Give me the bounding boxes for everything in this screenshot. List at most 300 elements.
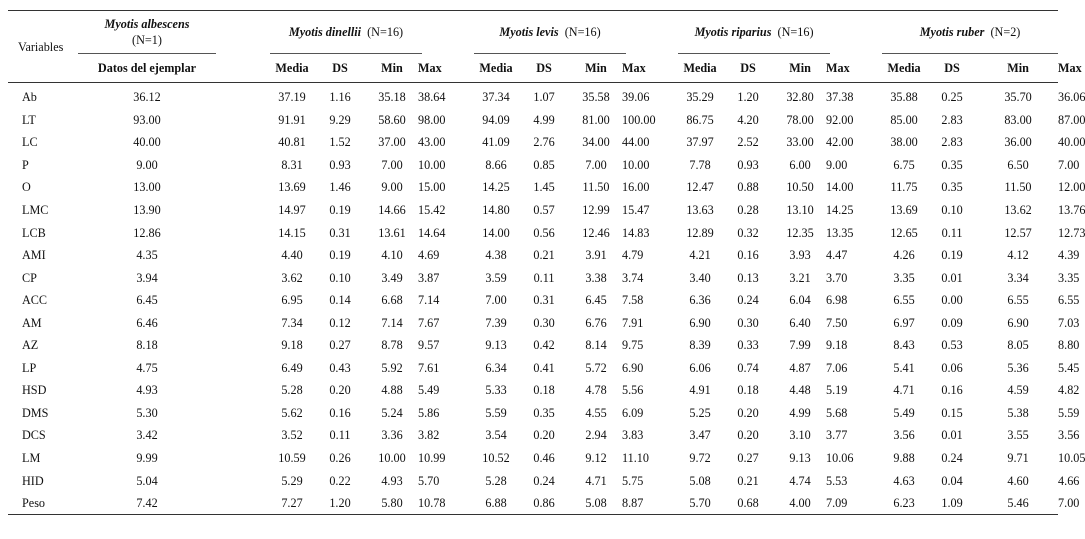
table-cell: 6.90: [622, 360, 644, 375]
table-cell: 32.80: [786, 90, 814, 105]
table-row: LMC 13.90 14.97 0.19 14.66 15.42 14.80 0.57 12.99 15.47 13.63 0.28 13.10 14.25 13.69 0.10 13.62 13.76: [8, 199, 1058, 222]
species-name: Myotis albescens: [104, 17, 190, 31]
table-cell: 13.61: [378, 225, 406, 240]
table-cell: 0.10: [941, 203, 963, 217]
table-cell: 3.55: [1007, 428, 1029, 443]
species-name: Myotis riparius: [694, 25, 772, 39]
table-cell: 5.33: [485, 383, 507, 398]
table-cell: 38.64: [418, 90, 446, 105]
column-gap: [216, 402, 270, 425]
table-cell: 8.31: [281, 157, 303, 172]
table-cell: 4.55: [585, 405, 607, 420]
table-cell: 4.91: [689, 383, 711, 398]
table-cell: 0.68: [722, 492, 774, 515]
table-cell: 15.42: [418, 203, 446, 217]
table-cell: 12.86: [133, 225, 161, 240]
table-cell: 35.88: [890, 90, 918, 105]
table-row: HSD 4.93 5.28 0.20 4.88 5.49 5.33 0.18 4.78 5.56 4.91 0.18 4.48 5.19 4.71 0.16 4.59 4.82: [8, 379, 1058, 402]
table-cell: 3.93: [789, 248, 811, 263]
table-cell: 5.30: [136, 405, 158, 420]
table-cell: 35.58: [582, 90, 610, 105]
table-cell: 8.43: [893, 338, 915, 353]
table-cell: 0.25: [941, 90, 963, 105]
column-gap: [216, 11, 270, 54]
table-cell: 12.65: [890, 225, 918, 240]
table-cell: 9.13: [485, 338, 507, 353]
table-cell: 16.00: [622, 180, 650, 195]
table-cell: 39.06: [622, 90, 650, 105]
species-group-header: [78, 11, 216, 54]
table-cell: 0.35: [941, 180, 963, 195]
table-cell: 0.12: [329, 315, 351, 330]
table-cell: 91.91: [278, 112, 306, 127]
table-cell: 10.78: [418, 492, 422, 515]
table-cell: 0.46: [533, 451, 555, 466]
table-row: LM 9.99 10.59 0.26 10.00 10.99 10.52 0.46 9.12 11.10 9.72 0.27 9.13 10.06 9.88 0.24 9.71 10.05: [8, 447, 1058, 470]
table-cell: 4.71: [893, 383, 915, 398]
table-cell: 6.34: [485, 360, 507, 375]
measurements-table: [8, 10, 1085, 515]
variable-label: DMS: [22, 405, 49, 420]
table-cell: 1.45: [533, 180, 555, 195]
table-cell: 35.29: [686, 90, 714, 105]
measurements-table-container: [8, 10, 1085, 515]
table-cell: 7.50: [826, 315, 848, 330]
table-cell: 5.56: [622, 383, 644, 398]
table-cell: 6.55: [893, 293, 915, 308]
table-cell: 5.08: [689, 473, 711, 488]
table-cell: 6.68: [381, 293, 403, 308]
table-cell: 0.21: [737, 473, 759, 488]
variable-label: ACC: [22, 293, 48, 308]
table-cell: 10.00: [378, 451, 406, 466]
table-cell: 0.85: [533, 157, 555, 172]
table-cell: 7.14: [418, 293, 440, 308]
table-cell: 0.24: [941, 451, 963, 466]
table-cell: 38.00: [890, 135, 918, 150]
table-cell: 7.67: [418, 315, 440, 330]
table-cell: 13.62: [1004, 203, 1032, 217]
table-row: AMI 4.35 4.40 0.19 4.10 4.69 4.38 0.21 3.91 4.79 4.21 0.16 3.93 4.47 4.26 0.19 4.12 4.39: [8, 244, 1058, 267]
table-cell: 9.12: [585, 451, 607, 466]
table-cell: 7.00: [585, 157, 607, 172]
column-gap: [216, 492, 270, 515]
table-cell: 0.88: [737, 180, 759, 195]
table-cell: 0.26: [329, 451, 351, 466]
variable-label: LC: [22, 135, 38, 150]
table-cell: 37.19: [278, 90, 306, 105]
table-cell: 0.93: [737, 157, 759, 172]
variable-label: HID: [22, 473, 44, 488]
table-cell: 0.04: [941, 473, 963, 488]
column-gap: [216, 357, 270, 380]
table-cell: 4.26: [893, 248, 915, 263]
table-body: [8, 83, 1085, 515]
table-cell: 3.49: [381, 270, 403, 285]
table-cell: 9.99: [136, 451, 158, 466]
table-cell: 9.72: [689, 451, 711, 466]
table-cell: 36.00: [1004, 135, 1032, 150]
table-header: Variables Myotis albescens (N=1) Myotis dinellii (N=16) Myotis levis (N=16) Myotis riparius (N=16) Myotis ruber (N=2) Datos del ejemplar Media DS Min Max Media DS Min Max Media DS Min Max Media DS Min Max: [8, 11, 1058, 83]
table-cell: 0.93: [329, 157, 351, 172]
table-cell: 3.52: [281, 428, 303, 443]
table-cell: 0.22: [329, 473, 351, 488]
variable-label: LT: [22, 112, 36, 127]
table-cell: 11.10: [622, 451, 649, 466]
table-cell: 14.66: [378, 203, 406, 217]
table-cell: 0.11: [941, 225, 963, 240]
table-cell: 5.28: [485, 473, 507, 488]
table-cell: 5.53: [826, 473, 848, 488]
table-row: DCS 3.42 3.52 0.11 3.36 3.82 3.54 0.20 2.94 3.83 3.47 0.20 3.10 3.77 3.56 0.01 3.55 3.56: [8, 424, 1058, 447]
table-cell: 37.34: [482, 90, 510, 105]
table-cell: 3.59: [485, 270, 507, 285]
table-row: O 13.00 13.69 1.46 9.00 15.00 14.25 1.45 11.50 16.00 12.47 0.88 10.50 14.00 11.75 0.35 11.50 12.00: [8, 176, 1058, 199]
table-cell: 6.98: [826, 293, 848, 308]
column-gap: [216, 379, 270, 402]
table-cell: 10.00: [622, 157, 650, 172]
table-cell: 0.09: [941, 315, 963, 330]
column-gap: [216, 154, 270, 177]
table-cell: 1.52: [329, 135, 351, 150]
table-cell: 3.47: [689, 428, 711, 443]
table-cell: 5.70: [678, 492, 722, 515]
table-cell: 2.83: [941, 135, 963, 150]
table-cell: 5.80: [366, 492, 418, 515]
table-cell: 4.93: [136, 383, 158, 398]
table-cell: 0.18: [737, 383, 759, 398]
column-gap: [216, 424, 270, 447]
table-cell: 12.46: [582, 225, 610, 240]
table-cell: 3.35: [893, 270, 915, 285]
table-cell: 100.00: [622, 112, 656, 127]
table-cell: 1.46: [329, 180, 351, 195]
table-cell: 3.38: [585, 270, 607, 285]
table-cell: 7.39: [485, 315, 507, 330]
table-cell: 12.89: [686, 225, 714, 240]
table-row: HID 5.04 5.29 0.22 4.93 5.70 5.28 0.24 4.71 5.75 5.08 0.21 4.74 5.53 4.63 0.04 4.60 4.66: [8, 469, 1058, 492]
stat-column-header: Max: [622, 54, 626, 83]
table-cell: 4.79: [622, 248, 644, 263]
table-cell: 4.35: [136, 248, 158, 263]
species-name: Myotis dinellii: [288, 25, 362, 39]
table-cell: 0.20: [737, 428, 759, 443]
variable-label: LP: [22, 360, 37, 375]
variables-header: Variables: [8, 11, 78, 83]
table-cell: 7.61: [418, 360, 440, 375]
table-cell: 13.63: [686, 203, 714, 217]
table-cell: 0.32: [737, 225, 759, 240]
stat-column-header: DS: [518, 54, 570, 83]
table-cell: 6.36: [689, 293, 711, 308]
table-cell: 10.50: [786, 180, 814, 195]
table-cell: 3.54: [485, 428, 507, 443]
table-cell: 3.42: [136, 428, 158, 443]
table-cell: 3.21: [789, 270, 811, 285]
table-cell: 4.38: [485, 248, 507, 263]
table-cell: 9.00: [826, 157, 848, 172]
table-cell: 4.63: [893, 473, 915, 488]
table-row: CP 3.94 3.62 0.10 3.49 3.87 3.59 0.11 3.38 3.74 3.40 0.13 3.21 3.70 3.35 0.01 3.34 3.35: [8, 266, 1058, 289]
table-cell: 3.40: [689, 270, 711, 285]
table-cell: 9.75: [622, 338, 644, 353]
table-cell: 6.90: [689, 315, 711, 330]
table-cell: 0.74: [737, 360, 759, 375]
table-cell: 7.34: [281, 315, 303, 330]
table-cell: 0.41: [533, 360, 555, 375]
table-cell: 34.00: [582, 135, 610, 150]
variable-label: HSD: [22, 383, 47, 398]
table-cell: 2.83: [941, 112, 963, 127]
table-cell: 6.55: [1007, 293, 1029, 308]
column-gap: [216, 83, 270, 109]
table-cell: 7.09: [826, 492, 830, 515]
table-cell: 42.00: [826, 135, 854, 150]
table-cell: 6.46: [136, 315, 158, 330]
table-cell: 4.00: [774, 492, 826, 515]
table-cell: 7.27: [270, 492, 314, 515]
table-cell: 2.94: [585, 428, 607, 443]
table-cell: 0.27: [737, 451, 759, 466]
column-gap: [216, 311, 270, 334]
table-cell: 3.62: [281, 270, 303, 285]
column-gap: [216, 447, 270, 470]
table-cell: 0.19: [329, 203, 351, 217]
table-cell: 4.20: [737, 112, 759, 127]
table-cell: 81.00: [582, 112, 610, 127]
table-row: Ab 36.12 37.19 1.16 35.18 38.64 37.34 1.07 35.58 39.06 35.29 1.20 32.80 37.38 35.88 0.25 35.70 36.06: [8, 83, 1058, 109]
table-cell: 0.19: [941, 248, 963, 263]
table-cell: 15.47: [622, 203, 650, 217]
table-cell: 35.70: [1004, 90, 1032, 105]
table-cell: 15.00: [418, 180, 446, 195]
column-gap: [216, 221, 270, 244]
table-cell: 33.00: [786, 135, 814, 150]
table-cell: 6.95: [281, 293, 303, 308]
table-cell: 5.92: [381, 360, 403, 375]
table-cell: 7.78: [689, 157, 711, 172]
table-cell: 4.48: [789, 383, 811, 398]
table-cell: 86.75: [686, 112, 714, 127]
table-cell: 13.69: [890, 203, 918, 217]
table-row: P 9.00 8.31 0.93 7.00 10.00 8.66 0.85 7.00 10.00 7.78 0.93 6.00 9.00 6.75 0.35 6.50 7.00: [8, 154, 1058, 177]
table-cell: 0.01: [941, 270, 963, 285]
table-row: LT 93.00 91.91 9.29 58.60 98.00 94.09 4.99 81.00 100.00 86.75 4.20 78.00 92.00 85.00 2.83 83.00 87.00: [8, 109, 1058, 132]
table-cell: 44.00: [622, 135, 650, 150]
table-cell: 4.60: [1007, 473, 1029, 488]
species-sample-size: (N=2): [990, 25, 1021, 39]
table-cell: 5.29: [281, 473, 303, 488]
table-row: LCB 12.86 14.15 0.31 13.61 14.64 14.00 0.56 12.46 14.83 12.89 0.32 12.35 13.35 12.65 0.11 12.57 12.73: [8, 221, 1058, 244]
table-cell: 13.00: [133, 180, 161, 195]
table-cell: 0.27: [329, 338, 351, 353]
table-cell: 8.39: [689, 338, 711, 353]
table-cell: 9.29: [329, 112, 351, 127]
variable-label: AMI: [22, 248, 46, 263]
table-cell: 0.42: [533, 338, 555, 353]
table-cell: 3.10: [789, 428, 811, 443]
table-row: Peso 7.42 7.27 1.20 5.80 10.78 6.88 0.86 5.08 8.87 5.70 0.68 4.00 7.09 6.23 1.09 5.46 7.00: [8, 492, 1058, 515]
variable-label: LM: [22, 451, 41, 466]
species-group-header: [474, 11, 626, 54]
table-cell: 4.69: [418, 248, 440, 263]
column-gap: [216, 131, 270, 154]
stat-column-header: Media: [882, 54, 926, 83]
table-cell: 4.71: [585, 473, 607, 488]
column-gap: [216, 109, 270, 132]
column-gap: [830, 11, 882, 54]
table-cell: 0.11: [329, 428, 351, 443]
table-cell: 0.30: [737, 315, 759, 330]
table-cell: 8.14: [585, 338, 607, 353]
table-cell: 6.06: [689, 360, 711, 375]
column-gap: [626, 11, 678, 54]
table-cell: 6.45: [136, 293, 158, 308]
table-cell: 0.57: [533, 203, 555, 217]
table-cell: 14.25: [482, 180, 510, 195]
table-cell: 0.21: [533, 248, 555, 263]
variable-label: Peso: [8, 492, 78, 515]
table-cell: 58.60: [378, 112, 406, 127]
stat-column-header: Media: [678, 54, 722, 83]
table-cell: 3.87: [418, 270, 440, 285]
column-gap: [216, 266, 270, 289]
column-gap: [216, 244, 270, 267]
table-cell: 5.46: [978, 492, 1058, 515]
table-cell: 36.12: [133, 90, 161, 105]
table-cell: 6.50: [1007, 157, 1029, 172]
table-cell: 9.18: [281, 338, 303, 353]
stat-column-header: Media: [474, 54, 518, 83]
table-cell: 11.50: [1004, 180, 1032, 195]
table-cell: 10.00: [418, 157, 446, 172]
table-cell: 0.56: [533, 225, 555, 240]
table-cell: 0.86: [518, 492, 570, 515]
table-cell: 9.88: [893, 451, 915, 466]
table-cell: 1.20: [314, 492, 366, 515]
variable-label: O: [22, 180, 31, 195]
table-cell: 10.06: [826, 451, 854, 466]
table-cell: 5.49: [893, 405, 915, 420]
variable-label: Ab: [22, 90, 37, 105]
stat-column-header: Max: [418, 54, 422, 83]
table-cell: 12.57: [1004, 225, 1032, 240]
table-cell: 4.12: [1007, 248, 1029, 263]
table-cell: 92.00: [826, 112, 854, 127]
column-gap: [422, 11, 474, 54]
table-cell: 5.28: [281, 383, 303, 398]
table-cell: 3.70: [826, 270, 848, 285]
table-cell: 8.05: [1007, 338, 1029, 353]
table-cell: 4.40: [281, 248, 303, 263]
table-cell: 9.71: [1007, 451, 1029, 466]
table-cell: 6.45: [585, 293, 607, 308]
variable-label: AM: [22, 315, 42, 330]
table-cell: 85.00: [890, 112, 918, 127]
table-cell: 3.83: [622, 428, 644, 443]
table-cell: 4.10: [381, 248, 403, 263]
stat-column-header: Datos del ejemplar: [78, 54, 216, 83]
table-cell: 0.31: [533, 293, 555, 308]
table-cell: 3.56: [893, 428, 915, 443]
stat-column-header: Min: [774, 54, 826, 83]
table-cell: 0.16: [941, 383, 963, 398]
table-cell: 37.00: [378, 135, 406, 150]
table-cell: 13.35: [826, 225, 854, 240]
table-cell: 4.59: [1007, 383, 1029, 398]
table-cell: 5.25: [689, 405, 711, 420]
table-cell: 5.24: [381, 405, 403, 420]
table-cell: 8.18: [136, 338, 158, 353]
table-cell: 13.10: [786, 203, 814, 217]
table-cell: 7.58: [622, 293, 644, 308]
table-cell: 3.94: [136, 270, 158, 285]
variable-label: DCS: [22, 428, 46, 443]
species-group-header: [882, 11, 1058, 54]
table-cell: 5.08: [570, 492, 622, 515]
table-row: DMS 5.30 5.62 0.16 5.24 5.86 5.59 0.35 4.55 6.09 5.25 0.20 4.99 5.68 5.49 0.15 5.38 5.59: [8, 402, 1058, 425]
table-cell: 4.99: [789, 405, 811, 420]
table-cell: 94.09: [482, 112, 510, 127]
table-cell: 2.52: [737, 135, 759, 150]
column-gap: [216, 176, 270, 199]
table-cell: 0.31: [329, 225, 351, 240]
table-cell: 3.36: [381, 428, 403, 443]
table-cell: 0.28: [737, 203, 759, 217]
stat-column-header: Min: [366, 54, 418, 83]
table-cell: 5.70: [418, 473, 440, 488]
table-cell: 0.35: [533, 405, 555, 420]
table-cell: 6.00: [789, 157, 811, 172]
table-cell: 0.24: [533, 473, 555, 488]
table-cell: 14.83: [622, 225, 650, 240]
table-cell: 6.75: [893, 157, 915, 172]
variable-label: LCB: [22, 225, 46, 240]
table-cell: 3.91: [585, 248, 607, 263]
table-cell: 14.00: [826, 180, 854, 195]
table-cell: 0.10: [329, 270, 351, 285]
stat-column-header: Min: [570, 54, 622, 83]
table-cell: 9.13: [789, 451, 811, 466]
table-cell: 5.36: [1007, 360, 1029, 375]
table-cell: 0.13: [737, 270, 759, 285]
table-cell: 0.33: [737, 338, 759, 353]
table-cell: 10.99: [418, 451, 446, 466]
table-cell: 4.74: [789, 473, 811, 488]
table-cell: 0.20: [329, 383, 351, 398]
stat-column-header: Max: [826, 54, 830, 83]
table-cell: 14.97: [278, 203, 306, 217]
table-cell: 4.75: [136, 360, 158, 375]
table-cell: 4.93: [381, 473, 403, 488]
column-gap: [216, 54, 270, 83]
table-cell: 3.82: [418, 428, 440, 443]
table-cell: 4.47: [826, 248, 848, 263]
table-cell: 0.01: [941, 428, 963, 443]
table-cell: 0.06: [941, 360, 963, 375]
table-cell: 7.42: [78, 492, 216, 515]
table-cell: 5.86: [418, 405, 440, 420]
table-cell: 6.49: [281, 360, 303, 375]
table-cell: 4.78: [585, 383, 607, 398]
table-cell: 5.19: [826, 383, 848, 398]
table-cell: 14.00: [482, 225, 510, 240]
table-cell: 5.41: [893, 360, 915, 375]
stat-column-header: DS: [722, 54, 774, 83]
table-cell: 41.09: [482, 135, 510, 150]
table-cell: 13.69: [278, 180, 306, 195]
table-cell: 0.30: [533, 315, 555, 330]
